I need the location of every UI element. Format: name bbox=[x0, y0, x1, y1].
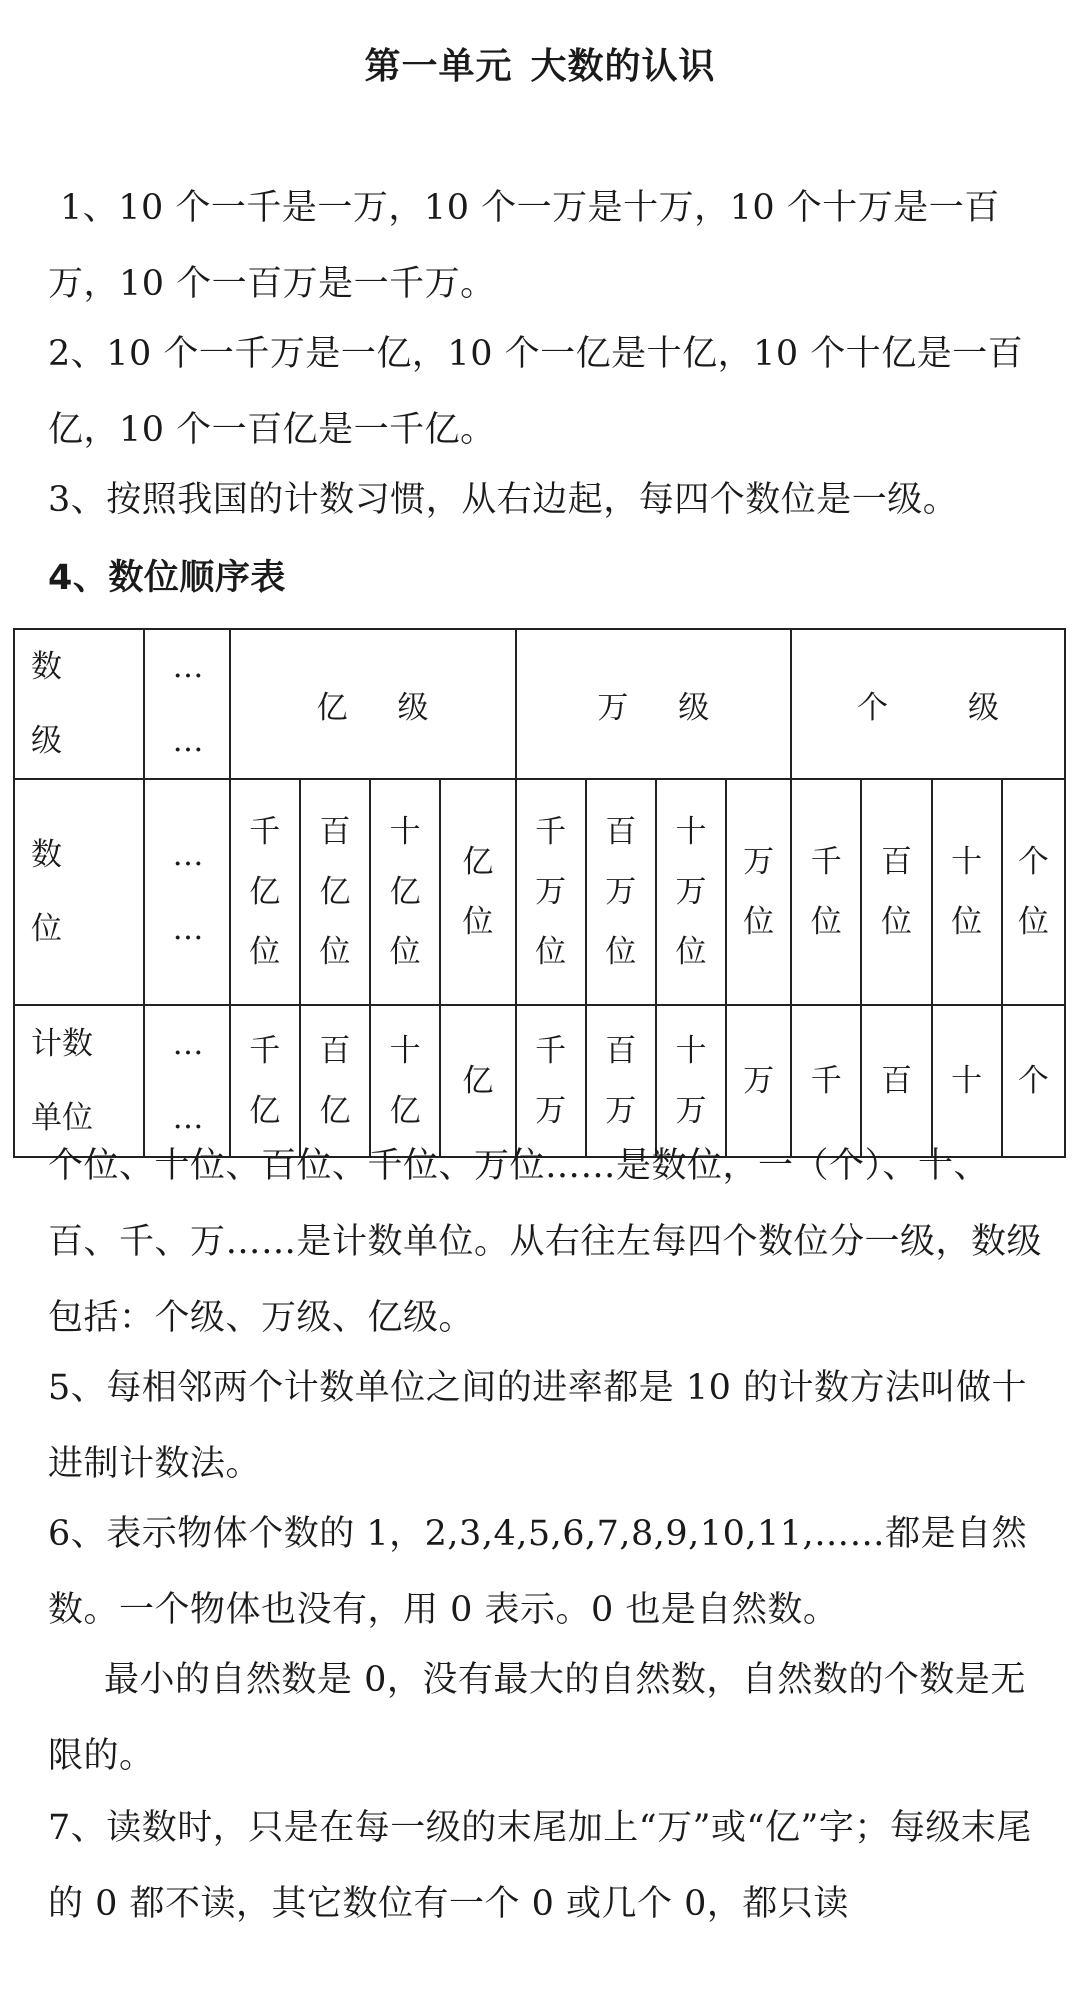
paragraph-6b: 最小的自然数是 0，没有最大的自然数，自然数的个数是无限的。 bbox=[48, 1660, 1026, 1776]
level-ge-cell: 个 级 bbox=[791, 629, 1065, 779]
place-cell: 万 位 bbox=[726, 779, 791, 1005]
unit-cell: 亿 bbox=[440, 1005, 515, 1157]
title-unit: 第一单元 bbox=[364, 46, 513, 87]
paragraph-5: 5、每相邻两个计数单位之间的进率都是 10 的计数方法叫做十进制计数法。 bbox=[48, 1368, 1028, 1484]
place-cell: 个 位 bbox=[1002, 779, 1065, 1005]
place-cell: 百 位 bbox=[861, 779, 931, 1005]
unit-cell: 千 bbox=[791, 1005, 861, 1157]
unit-cell: 十 万 bbox=[656, 1005, 726, 1157]
unit-cell: 千 亿 bbox=[230, 1005, 300, 1157]
place-cell: 十 亿 位 bbox=[370, 779, 440, 1005]
place-cell: 十 万 位 bbox=[656, 779, 726, 1005]
ellipsis-cell: … … bbox=[144, 629, 229, 779]
table-row-places bbox=[14, 779, 1065, 1005]
paragraph-2: 2、10 个一千万是一亿，10 个一亿是十亿，10 个十亿是一百亿，10 个一百亿是一千亿。 bbox=[48, 334, 1024, 450]
unit-cell: 百 万 bbox=[586, 1005, 656, 1157]
unit-cell: 百 亿 bbox=[300, 1005, 370, 1157]
place-cell: 亿 位 bbox=[440, 779, 515, 1005]
paragraph-3: 3、按照我国的计数习惯，从右边起，每四个数位是一级。 bbox=[48, 480, 959, 520]
ellipsis-cell: … … bbox=[144, 1005, 229, 1157]
digit-order-table bbox=[13, 628, 1066, 1158]
paragraph-4-note: 个位、十位、百位、千位、万位……是数位，一（个）、十、百、千、万……是计数单位。从右往左每四个数位分一级，数级包括：个级、万级、亿级。 bbox=[48, 1146, 1043, 1338]
page-title bbox=[0, 38, 1080, 89]
section-heading-digit-table: 4、数位顺序表 bbox=[48, 558, 286, 598]
unit-cell: 万 bbox=[726, 1005, 791, 1157]
row-header-place: 数 位 bbox=[14, 779, 144, 1005]
ellipsis-cell: … … bbox=[144, 779, 229, 1005]
place-cell: 千 亿 位 bbox=[230, 779, 300, 1005]
row-header-unit: 计数 单位 bbox=[14, 1005, 144, 1157]
place-cell: 千 位 bbox=[791, 779, 861, 1005]
unit-cell: 千 万 bbox=[516, 1005, 586, 1157]
unit-cell: 百 bbox=[861, 1005, 931, 1157]
table-row-levels bbox=[14, 629, 1065, 779]
place-cell: 百 万 位 bbox=[586, 779, 656, 1005]
place-cell: 百 亿 位 bbox=[300, 779, 370, 1005]
level-wan-cell: 万 级 bbox=[516, 629, 792, 779]
unit-cell: 十 亿 bbox=[370, 1005, 440, 1157]
paragraph-7: 7、读数时，只是在每一级的末尾加上“万”或“亿”字；每级末尾的 0 都不读，其它数位有一个 0 或几个 0，都只读 bbox=[48, 1808, 1032, 1924]
level-yi-cell: 亿 级 bbox=[230, 629, 516, 779]
paragraph-1: 1、10 个一千是一万，10 个一万是十万，10 个十万是一百万，10 个一百万是一千万。 bbox=[48, 188, 1000, 304]
unit-cell: 十 bbox=[932, 1005, 1002, 1157]
place-cell: 十 位 bbox=[932, 779, 1002, 1005]
paragraph-6: 6、表示物体个数的 1，2,3,4,5,6,7,8,9,10,11,……都是自然数。一个物体也没有，用 0 表示。0 也是自然数。 bbox=[48, 1514, 1028, 1630]
title-topic: 大数的认识 bbox=[530, 46, 716, 87]
row-header-level: 数 级 bbox=[14, 629, 144, 779]
unit-cell: 个 bbox=[1002, 1005, 1065, 1157]
place-cell: 千 万 位 bbox=[516, 779, 586, 1005]
